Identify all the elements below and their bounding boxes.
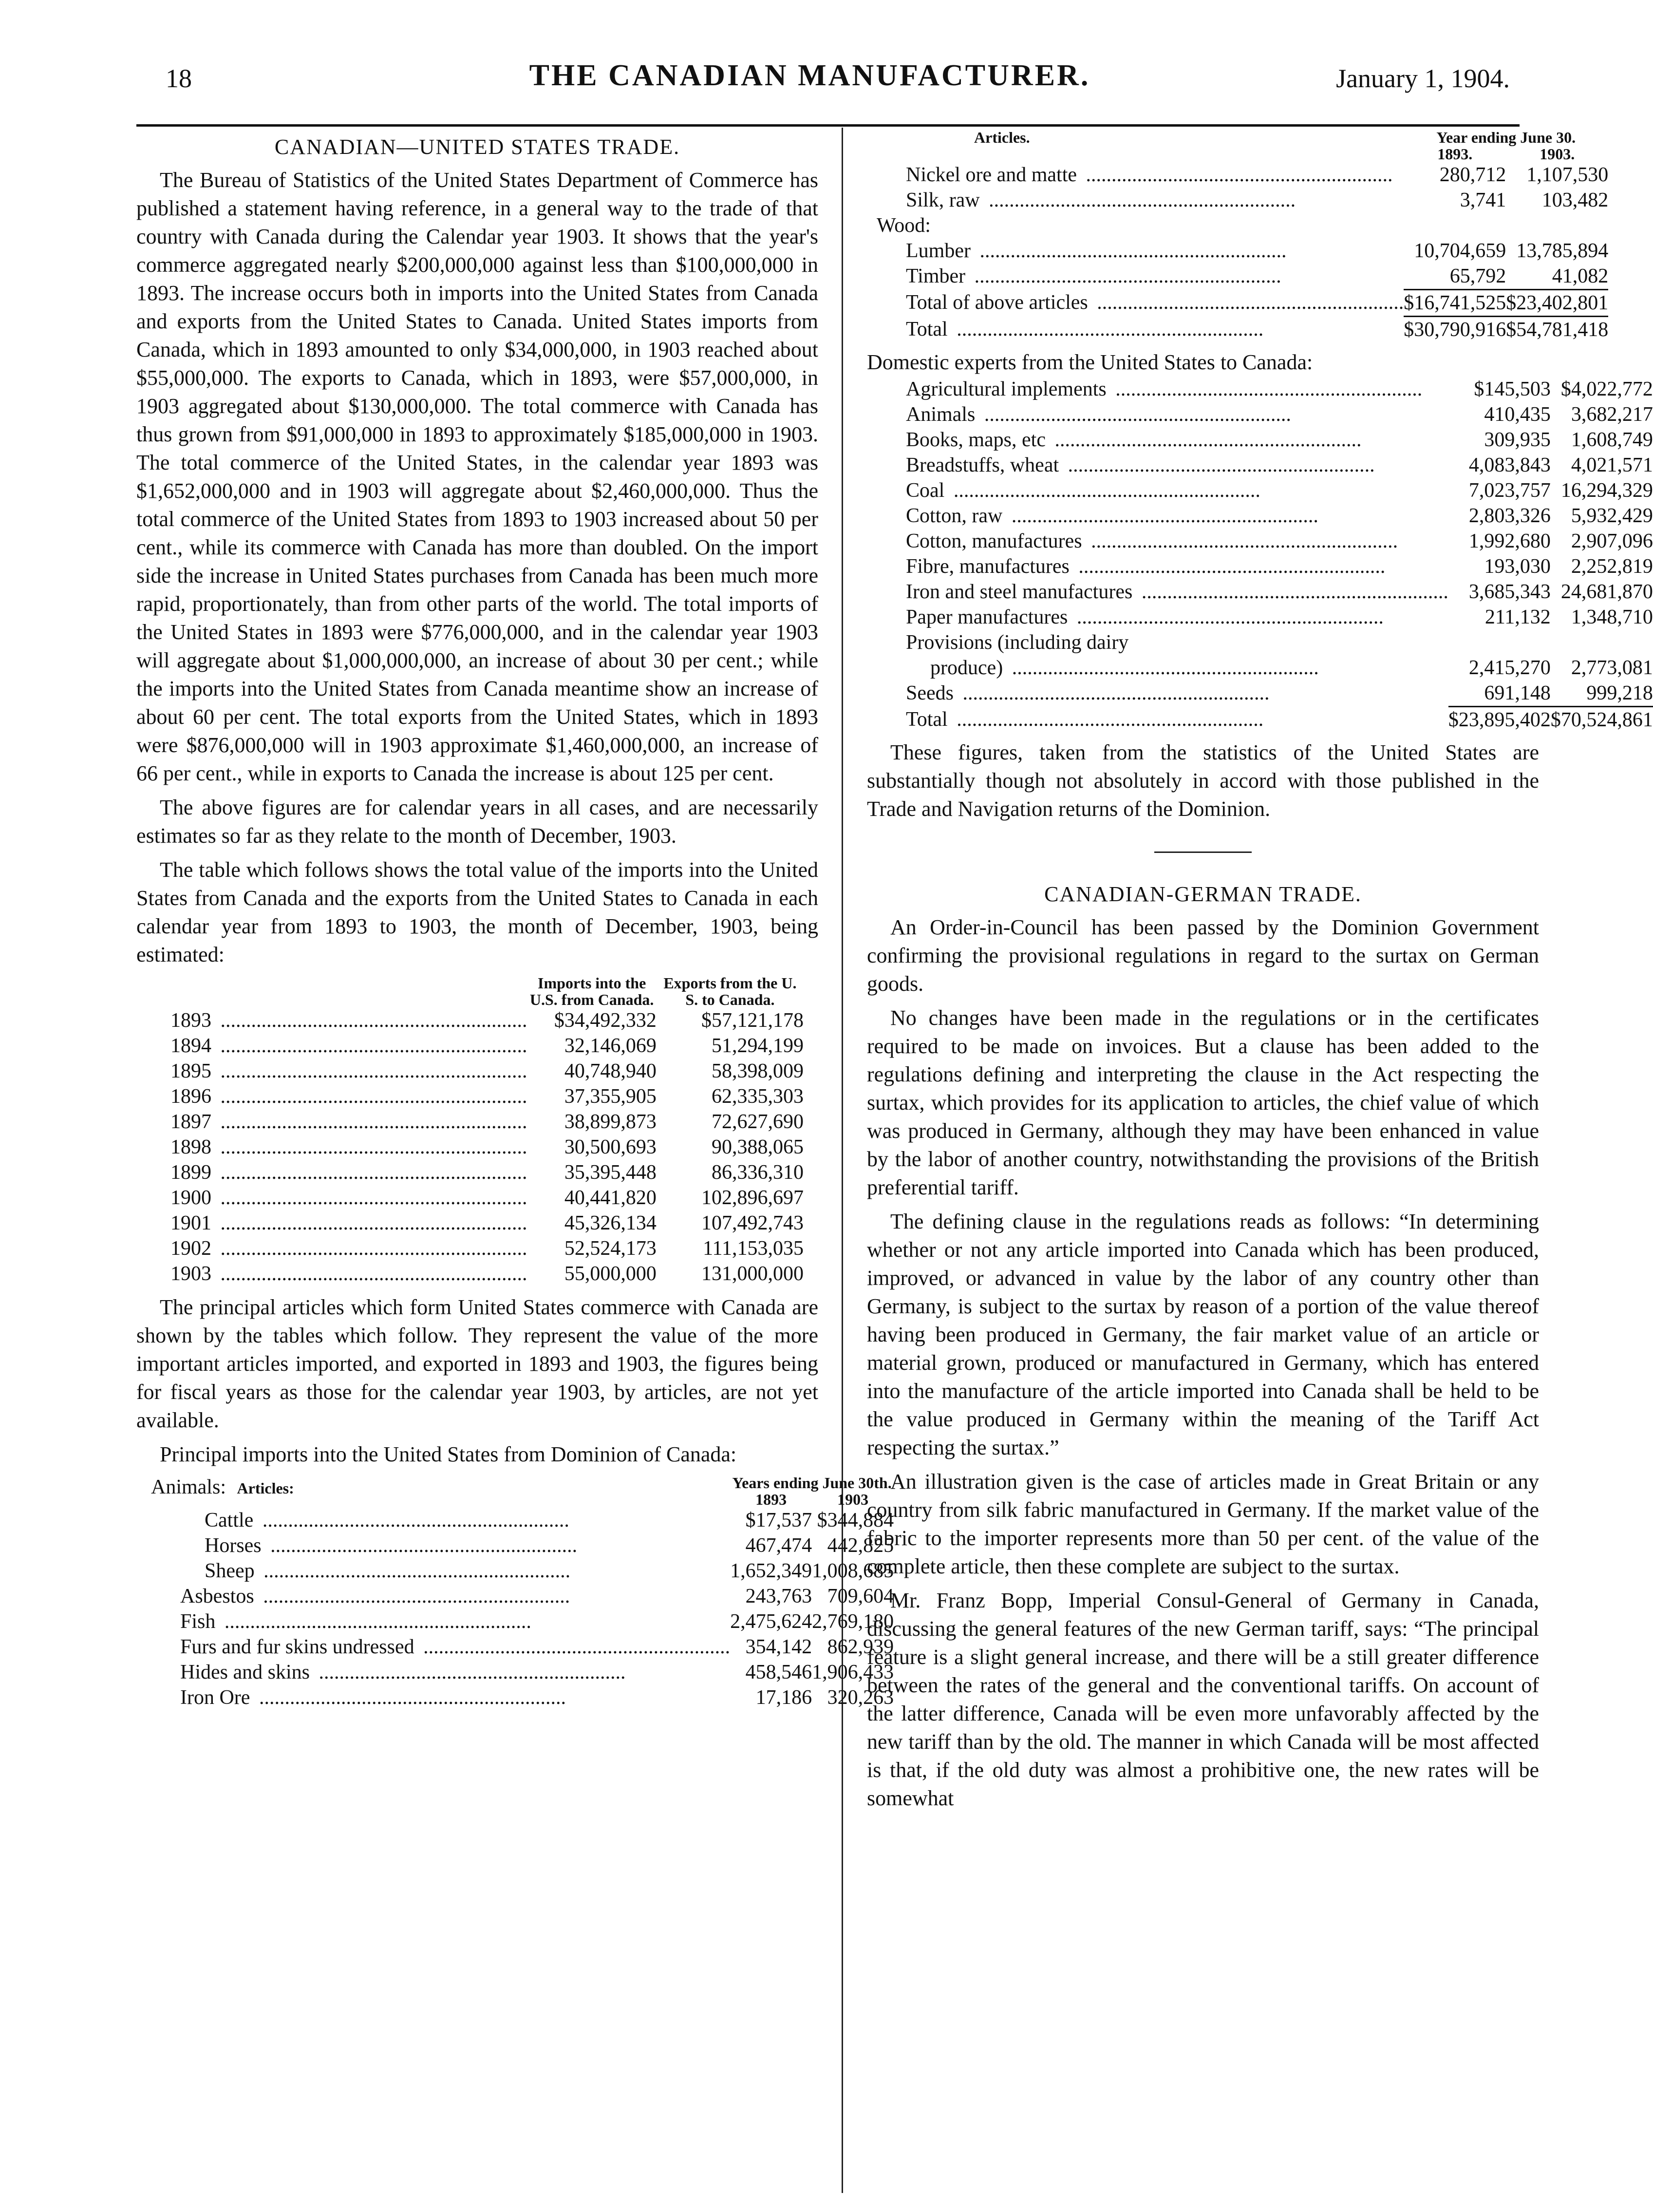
dot-leader: ............................................................ <box>215 1111 527 1133</box>
dot-leader: ............................................................ <box>254 1686 566 1709</box>
value-cell: 51,294,199 <box>712 1035 804 1057</box>
value-cell: 107,492,743 <box>701 1212 804 1234</box>
dot-leader: ............................................................ <box>951 318 1264 340</box>
paragraph: An Order-in-Council has been passed by the Dominion Government confirming the provisional regulations in regard to the surtax on German goods. <box>867 915 1539 996</box>
principal-imports-table <box>151 1475 894 1710</box>
value-cell: 2,415,270 <box>1468 657 1551 679</box>
year-1893: 1893 <box>755 1491 787 1508</box>
value-cell: 2,803,326 <box>1468 505 1551 527</box>
dot-leader: ............................................................ <box>1049 429 1362 451</box>
row-label: 1896 <box>170 1085 215 1108</box>
article-row <box>151 1685 894 1710</box>
article-row <box>877 188 1608 213</box>
value-cell: 3,685,343 <box>1468 581 1551 603</box>
imports-column-header: Imports into the U.S. from Canada. <box>529 974 654 1008</box>
year-1903: 1903. <box>1540 145 1575 163</box>
row-label: Breadstuffs, wheat <box>906 454 1063 476</box>
value-cell: $344,884 <box>817 1509 894 1531</box>
row-label: 1899 <box>170 1161 215 1184</box>
page-header <box>0 58 1619 112</box>
paragraph: These figures, taken from the statistics of the United States are substantially though not absolutely in accord with those published in the Trade and Navigation returns of the Dominion. <box>867 740 1539 821</box>
page-number: 18 <box>166 64 192 93</box>
value-cell: 37,355,905 <box>564 1085 657 1108</box>
row-label: Seeds <box>906 682 958 704</box>
value-cell: 4,021,571 <box>1571 454 1653 476</box>
value-cell: 1,348,710 <box>1571 606 1653 628</box>
domestic-exports-table <box>877 377 1653 733</box>
row-label: produce) <box>930 657 1007 679</box>
row-label: 1900 <box>170 1187 215 1209</box>
value-cell: 62,335,303 <box>712 1085 804 1108</box>
value-cell: $54,781,418 <box>1506 317 1608 343</box>
year-row <box>170 1084 804 1109</box>
dot-leader: ............................................................ <box>948 479 1260 502</box>
value-cell: 862,939 <box>827 1636 894 1658</box>
value-cell: 1,608,749 <box>1571 429 1653 451</box>
dot-leader: ............................................................ <box>1007 657 1319 679</box>
row-label: Fibre, manufactures <box>906 555 1073 578</box>
value-cell: 55,000,000 <box>564 1263 657 1285</box>
value-cell: 102,896,697 <box>701 1187 804 1209</box>
year-row <box>170 1134 804 1160</box>
value-cell: 1,008,685 <box>812 1560 894 1582</box>
row-label: Furs and fur skins undressed <box>180 1636 418 1658</box>
value-cell: $23,402,801 <box>1506 290 1608 317</box>
value-cell: $30,790,916 <box>1404 317 1506 343</box>
row-label: Agricultural implements <box>906 378 1110 400</box>
dot-leader: ............................................................ <box>951 708 1264 731</box>
row-label: Animals <box>906 403 979 426</box>
dot-leader: ............................................................ <box>1091 291 1404 314</box>
row-label: Sheep <box>205 1560 259 1582</box>
year-row <box>170 1160 804 1185</box>
above-total-row <box>877 290 1608 317</box>
value-cell: 442,825 <box>827 1534 894 1557</box>
row-label: Paper manufactures <box>906 606 1071 628</box>
wood-label: Wood: <box>877 214 931 237</box>
row-label: 1898 <box>170 1136 215 1158</box>
value-cell: 86,336,310 <box>712 1161 804 1184</box>
value-cell: $16,741,525 <box>1404 290 1506 317</box>
row-label: Total of above articles <box>906 291 1092 314</box>
article-row <box>151 1634 894 1660</box>
dot-leader: ............................................................ <box>979 403 1291 426</box>
paragraph: The defining clause in the regulations reads as follows: “In determining whether or not any article imported into Canada which has been produced, improved, or advanced in value by the labor of any country other than Germany, is subject to the surtax by reason of a portion of the value thereof having been produced in Germany, the fair market value of an article or material grown, produced or manufactured in Germany, which has entered into the manufacture of the article imported into Canada shall be held to be the value produced in Germany within the meaning of the Tariff Act respecting the surtax.” <box>867 1210 1539 1459</box>
value-cell: $34,492,332 <box>554 1009 657 1032</box>
row-label: Asbestos <box>180 1585 258 1607</box>
value-cell: 111,153,035 <box>703 1237 804 1260</box>
dot-leader: ............................................................ <box>257 1509 569 1531</box>
exports-heading: Domestic experts from the United States to Canada: <box>867 350 1313 374</box>
dot-leader: ............................................................ <box>958 682 1270 704</box>
article-row <box>151 1660 894 1685</box>
dot-leader: ............................................................ <box>1110 378 1423 400</box>
dot-leader: ............................................................ <box>1136 581 1448 603</box>
row-label: Horses <box>205 1534 265 1557</box>
dot-leader: ............................................................ <box>258 1560 571 1582</box>
value-cell: 41,082 <box>1552 265 1609 287</box>
dot-leader: ............................................................ <box>1086 530 1398 552</box>
value-cell: 10,704,659 <box>1414 240 1506 262</box>
dot-leader: ............................................................ <box>215 1085 527 1108</box>
right-column <box>867 129 1653 1818</box>
value-cell: 1,992,680 <box>1468 530 1551 552</box>
row-label: Total <box>906 708 952 731</box>
total-row <box>877 707 1653 733</box>
row-label: 1903 <box>170 1263 215 1285</box>
article-row <box>877 162 1608 188</box>
dot-leader: ............................................................ <box>258 1585 570 1607</box>
value-cell: 2,773,081 <box>1571 657 1653 679</box>
value-cell: 35,395,448 <box>564 1161 657 1184</box>
value-cell: 410,435 <box>1484 403 1551 426</box>
trade-by-year-table <box>170 975 804 1286</box>
dot-leader: ............................................................ <box>983 189 1296 211</box>
value-cell: 38,899,873 <box>564 1111 657 1133</box>
article-row <box>877 427 1653 453</box>
section-divider <box>1154 851 1252 853</box>
dot-leader: ............................................................ <box>418 1636 731 1658</box>
article-row <box>877 402 1653 427</box>
paragraph: Mr. Franz Bopp, Imperial Consul-General of Germany in Canada, discussing the general features of the new German tariff, says: “The principal feature is a slight general increase, and there will be a still greater difference between the rates of the general and the conventional tariffs. On account of the latter difference, Canada will be even more unfavorably affected by the new tariff than by the old. The manner in which Canada will be most affected is that, if the old duty was almost a prohibitive one, the new rates will be somewhat <box>867 1588 1539 1810</box>
dot-leader: ............................................................ <box>219 1610 531 1633</box>
years-label: Year ending June 30. <box>1436 129 1576 146</box>
article-row <box>151 1508 894 1533</box>
value-cell: 709,604 <box>827 1585 894 1607</box>
value-cell: 40,441,820 <box>564 1187 657 1209</box>
articles-label: Articles. <box>974 129 1030 146</box>
value-cell: 2,252,819 <box>1571 555 1653 578</box>
year-row <box>170 1236 804 1261</box>
dot-leader: ............................................................ <box>314 1661 626 1683</box>
years-label: Years ending June 30th. <box>732 1474 892 1492</box>
row-label: Hides and skins <box>180 1661 314 1683</box>
dot-leader: ............................................................ <box>215 1237 527 1260</box>
dot-leader: ............................................................ <box>215 1263 527 1285</box>
value-cell: 999,218 <box>1586 682 1653 704</box>
row-label: 1894 <box>170 1035 215 1057</box>
value-cell: 13,785,894 <box>1516 240 1609 262</box>
value-cell: $70,524,861 <box>1551 707 1653 733</box>
row-label: Total <box>906 318 952 340</box>
left-column <box>136 129 894 1710</box>
article-row <box>877 264 1608 290</box>
article-row <box>877 478 1653 503</box>
dot-leader: ............................................................ <box>215 1136 527 1158</box>
article-row <box>151 1558 894 1584</box>
section-title: CANADIAN—UNITED STATES TRADE. <box>274 135 680 159</box>
value-cell: 103,482 <box>1541 189 1609 211</box>
value-cell: 309,935 <box>1484 429 1551 451</box>
value-cell: 467,474 <box>745 1534 812 1557</box>
value-cell: $23,895,402 <box>1448 707 1551 733</box>
row-label: Iron and steel manufactures <box>906 581 1136 603</box>
row-label: 1902 <box>170 1237 215 1260</box>
value-cell: 2,475,624 <box>730 1610 812 1633</box>
value-cell: 691,148 <box>1484 682 1551 704</box>
paragraph: No changes have been made in the regulations or in the certificates required to be made on invoices. But a clause has been added to the regulations defining and interpreting the clause in the Act respecting the surtax, which provides for its application to articles, the chief value of which was produced in Germany, although they may have been enhanced in value by the labor of another country, notwithstanding the provisions of the British preferential tariff. <box>867 1006 1539 1199</box>
value-cell: 16,294,329 <box>1560 479 1653 502</box>
article-row <box>877 503 1653 529</box>
paragraph: The principal articles which form United States commerce with Canada are shown by the tables which follow. They represent the value of the more important articles imported, and exported in 1893 and 1903, the figures being for fiscal years as those for the calendar year 1903, by articles, are not yet available. <box>136 1295 818 1432</box>
value-cell: 65,792 <box>1449 265 1506 287</box>
value-cell: 3,741 <box>1460 189 1506 211</box>
paragraph: The Bureau of Statistics of the United States Department of Commerce has published a statement having reference, in a general way to the trade of that country with Canada during the Calendar year 1903. It shows that the year's commerce aggregated nearly $200,000,000 against less than $100,000,000 in 1893. The increase occurs both in imports into the United States from Canada and exports from the United States to Canada. United States imports from Canada, which in 1893 amounted to only $34,000,000, in 1903 reached about $55,000,000. The exports to Canada, which in 1893, were $57,000,000, in 1903 aggregated about $130,000,000. The total commerce with Canada has thus grown from $91,000,000 in 1893 to approximately $185,000,000 in 1903. The total commerce of the United States, in the calendar year 1893 was $1,652,000,000 and in 1903 will aggregate about $2,460,000,000. Thus the total commerce of the United States from 1893 to 1903 increased about 50 per cent., while its commerce with Canada has more than doubled. On the import side the increase in United States purchases from Canada has been much more rapid, proportionately, than from other parts of the world. The total imports of the United States in 1893 were $776,000,000, and in the calendar year 1903 will aggregate about $1,000,000,000, an increase of about 30 per cent.; while the imports into the United States from Canada meantime show an increase of about 60 per cent. The total exports from the United States, which in 1893 were $876,000,000 will in 1903 approximate $1,460,000,000, an increase of 66 per cent., while in exports to Canada the increase is about 125 per cent. <box>136 168 818 785</box>
value-cell: $17,537 <box>745 1509 812 1531</box>
value-cell: 3,682,217 <box>1571 403 1653 426</box>
value-cell: 7,023,757 <box>1468 479 1551 502</box>
value-cell: 211,132 <box>1484 606 1551 628</box>
value-cell: 1,906,433 <box>812 1661 894 1683</box>
value-cell: $57,121,178 <box>701 1009 804 1032</box>
year-row <box>170 1185 804 1210</box>
value-cell: 2,769,180 <box>812 1610 894 1633</box>
article-row <box>151 1584 894 1609</box>
article-row <box>877 655 1653 681</box>
year-row <box>170 1033 804 1059</box>
value-cell: 243,763 <box>745 1585 812 1607</box>
article-row <box>877 579 1653 605</box>
value-cell: 24,681,870 <box>1560 581 1653 603</box>
article-row <box>877 681 1653 707</box>
value-cell: 32,146,069 <box>564 1035 657 1057</box>
value-cell: 280,712 <box>1439 164 1506 186</box>
issue-date: January 1, 1904. <box>1336 64 1510 93</box>
dot-leader: ............................................................ <box>215 1161 527 1184</box>
article-row <box>877 554 1653 579</box>
paragraph: The above figures are for calendar years in all cases, and are necessarily estimates so far as they relate to the month of December, 1903. <box>136 795 818 848</box>
dot-leader: ............................................................ <box>215 1035 527 1057</box>
row-label: Lumber <box>906 240 975 262</box>
article-row <box>151 1533 894 1558</box>
article-row <box>877 453 1653 478</box>
dot-leader: ............................................................ <box>1071 606 1384 628</box>
row-label: Nickel ore and matte <box>906 164 1081 186</box>
article-row <box>877 529 1653 554</box>
row-label: 1897 <box>170 1111 215 1133</box>
value-cell: $145,503 <box>1474 378 1551 400</box>
paragraph: The table which follows shows the total value of the imports into the United States from Canada and the exports from the United States to Canada in each calendar year from 1893 to 1903, the month of December, 1903, being estimated: <box>136 858 818 966</box>
value-cell: 1,652,349 <box>730 1560 812 1582</box>
value-cell: 354,142 <box>745 1636 812 1658</box>
year-1903: 1903 <box>837 1491 869 1508</box>
row-label: Fish <box>180 1610 219 1633</box>
animals-label: Animals: <box>151 1476 226 1498</box>
article-row <box>877 238 1608 264</box>
row-label: Cotton, raw <box>906 505 1006 527</box>
column-divider <box>842 128 843 2193</box>
row-label: 1893 <box>170 1009 215 1032</box>
imports-continued-table <box>877 129 1608 342</box>
value-cell: 52,524,173 <box>564 1237 657 1260</box>
provisions-label: Provisions (including dairy <box>906 631 1129 654</box>
year-row <box>170 1059 804 1084</box>
year-row <box>170 1008 804 1033</box>
row-label: 1901 <box>170 1212 215 1234</box>
total-row <box>877 317 1608 343</box>
publication-title: THE CANADIAN MANUFACTURER. <box>529 59 1090 92</box>
dot-leader: ............................................................ <box>215 1009 527 1032</box>
value-cell: 193,030 <box>1484 555 1551 578</box>
value-cell: 1,107,530 <box>1526 164 1609 186</box>
value-cell: 131,000,000 <box>701 1263 804 1285</box>
value-cell: 2,907,096 <box>1571 530 1653 552</box>
year-row <box>170 1210 804 1236</box>
paragraph: Principal imports into the United States from Dominion of Canada: <box>160 1442 737 1466</box>
value-cell: 45,326,134 <box>564 1212 657 1234</box>
articles-label: Articles: <box>237 1479 294 1497</box>
year-row <box>170 1109 804 1134</box>
dot-leader: ............................................................ <box>1063 454 1375 476</box>
value-cell: 30,500,693 <box>564 1136 657 1158</box>
article-row <box>151 1609 894 1634</box>
row-label: Cotton, manufactures <box>906 530 1086 552</box>
row-label: Coal <box>906 479 948 502</box>
value-cell: 5,932,429 <box>1571 505 1653 527</box>
article-row <box>877 377 1653 402</box>
row-label: Timber <box>906 265 969 287</box>
paragraph: An illustration given is the case of articles made in Great Britain or any country from silk fabric manufactured in Germany. If the market value of the fabric to the importer represents more than 50 per cent. of the value of the complete article, then these complete are subject to the surtax. <box>867 1470 1539 1578</box>
dot-leader: ............................................................ <box>1006 505 1318 527</box>
value-cell: 90,388,065 <box>712 1136 804 1158</box>
row-label: Iron Ore <box>180 1686 254 1709</box>
dot-leader: ............................................................ <box>215 1060 527 1082</box>
dot-leader: ............................................................ <box>265 1534 578 1557</box>
value-cell: 4,083,843 <box>1468 454 1551 476</box>
value-cell: $4,022,772 <box>1560 378 1653 400</box>
value-cell: 72,627,690 <box>712 1111 804 1133</box>
value-cell: 17,186 <box>755 1686 812 1709</box>
row-label: Cattle <box>205 1509 257 1531</box>
value-cell: 40,748,940 <box>564 1060 657 1082</box>
article-row <box>877 605 1653 630</box>
dot-leader: ............................................................ <box>215 1212 527 1234</box>
dot-leader: ............................................................ <box>1073 555 1386 578</box>
row-label: Books, maps, etc <box>906 429 1050 451</box>
dot-leader: ............................................................ <box>1081 164 1393 186</box>
dot-leader: ............................................................ <box>215 1187 527 1209</box>
year-row <box>170 1261 804 1286</box>
section-title: CANADIAN-GERMAN TRADE. <box>1044 882 1362 906</box>
header-rule <box>136 124 1520 127</box>
dot-leader: ............................................................ <box>969 265 1281 287</box>
exports-column-header: Exports from the U. S. to Canada. <box>663 974 797 1008</box>
value-cell: 320,263 <box>827 1686 894 1709</box>
row-label: Silk, raw <box>906 189 984 211</box>
dot-leader: ............................................................ <box>974 240 1287 262</box>
year-1893: 1893. <box>1437 145 1473 163</box>
value-cell: 58,398,009 <box>712 1060 804 1082</box>
row-label: 1895 <box>170 1060 215 1082</box>
value-cell: 458,546 <box>745 1661 812 1683</box>
